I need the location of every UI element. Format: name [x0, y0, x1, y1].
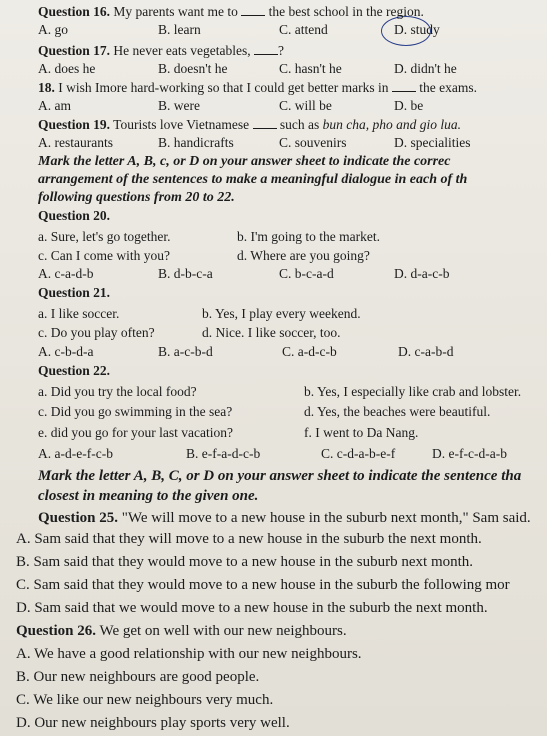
instruction-line: Mark the letter A, B, C, or D on your answer sheet to indicate the sentence tha: [38, 468, 522, 484]
dialogue-line-c: c. Do you play often?: [38, 325, 155, 340]
option-b: B. doesn't he: [158, 61, 228, 76]
instruction-line: Mark the letter A, B, c, or D on your answer sheet to indicate the correc: [38, 154, 451, 169]
dialogue-line-a: a. I like soccer.: [38, 306, 120, 321]
question-label: Question 25.: [38, 510, 119, 526]
option-a: A. am: [38, 98, 71, 113]
option-a: A. We have a good relationship with our new neighbours.: [16, 646, 362, 662]
option-d: D. didn't he: [394, 61, 457, 76]
dialogue-line-b: b. I'm going to the market.: [237, 229, 381, 244]
question-26-stem: Question 26. We get on well with our new neighbours.: [16, 623, 347, 639]
answer-blank: [254, 43, 278, 55]
question-label: Question 19.: [38, 117, 111, 132]
option-b: B. learn: [158, 22, 201, 37]
option-d: D. be: [394, 98, 424, 113]
option-d: D. e-f-c-d-a-b: [432, 446, 507, 461]
option-c: C. attend: [279, 22, 328, 37]
option-d: D. Sam said that we would move to a new house in the suburb the next month.: [16, 600, 488, 616]
option-b: B. a-c-b-d: [158, 344, 213, 359]
question-label: Question 16.: [38, 4, 111, 19]
option-b: B. Our new neighbours are good people.: [16, 669, 260, 685]
option-a: A. a-d-e-f-c-b: [38, 446, 113, 461]
option-b: B. handicrafts: [158, 135, 234, 150]
question-label: Question 17.: [38, 43, 111, 58]
option-b: B. Sam said that they would move to a new house in the suburb next month.: [16, 554, 474, 570]
dialogue-line-c: c. Did you go swimming in the sea?: [38, 404, 233, 419]
option-c: C. a-d-c-b: [282, 344, 337, 359]
option-a: A. c-b-d-a: [38, 344, 94, 359]
option-d: D. study: [394, 22, 440, 37]
option-d: D. specialities: [394, 135, 471, 150]
option-d: D. d-a-c-b: [394, 266, 450, 281]
dialogue-line-a: a. Did you try the local food?: [38, 384, 197, 399]
option-d: D. c-a-b-d: [398, 344, 454, 359]
dialogue-line-d: d. Where are you going?: [237, 248, 370, 263]
instruction-line: arrangement of the sentences to make a meaningful dialogue in each of th: [38, 172, 468, 187]
question-label: Question 26.: [16, 623, 97, 639]
answer-blank: [241, 4, 265, 16]
option-a: A. Sam said that they will move to a new house in the suburb the next month.: [16, 531, 482, 547]
dialogue-line-e: e. did you go for your last vacation?: [38, 425, 233, 440]
dialogue-line-a: a. Sure, let's go together.: [38, 229, 171, 244]
option-b: B. d-b-c-a: [158, 266, 213, 281]
question-18-stem: 18. I wish Imore hard-working so that I could get better marks in the exams.: [38, 80, 478, 95]
option-a: A. restaurants: [38, 135, 113, 150]
question-20-label: Question 20.: [38, 208, 111, 223]
option-c: C. Sam said that they would move to a new house in the suburb the following mor: [16, 577, 510, 593]
question-17-stem: Question 17. He never eats vegetables, ?: [38, 43, 284, 58]
question-16-stem: Question 16. My parents want me to the best school in the region.: [38, 4, 424, 19]
option-b: B. e-f-a-d-c-b: [186, 446, 261, 461]
answer-blank: [392, 80, 416, 92]
dialogue-line-c: c. Can I come with you?: [38, 248, 170, 263]
dialogue-line-b: b. Yes, I especially like crab and lobster.: [304, 384, 522, 399]
option-d: D. Our new neighbours play sports very well.: [16, 715, 290, 731]
option-a: A. go: [38, 22, 68, 37]
option-a: A. c-a-d-b: [38, 266, 94, 281]
option-c: C. souvenirs: [279, 135, 347, 150]
dialogue-line-d: d. Nice. I like soccer, too.: [202, 325, 341, 340]
option-b: B. were: [158, 98, 200, 113]
option-c: C. will be: [279, 98, 332, 113]
dialogue-line-d: d. Yes, the beaches were beautiful.: [304, 404, 491, 419]
option-c: C. hasn't he: [279, 61, 342, 76]
dialogue-line-f: f. I went to Da Nang.: [304, 425, 419, 440]
option-c: C. We like our new neighbours very much.: [16, 692, 274, 708]
question-25-stem: Question 25. "We will move to a new house in the suburb next month," Sam said.: [38, 510, 531, 526]
question-21-label: Question 21.: [38, 285, 111, 300]
dialogue-line-b: b. Yes, I play every weekend.: [202, 306, 361, 321]
answer-blank: [253, 117, 277, 129]
instruction-line: following questions from 20 to 22.: [38, 190, 235, 205]
instruction-line: closest in meaning to the given one.: [38, 488, 259, 504]
question-19-stem: Question 19. Tourists love Vietnamese such as bun cha, pho and gio lua.: [38, 117, 461, 132]
question-label: 18.: [38, 80, 55, 95]
option-a: A. does he: [38, 61, 96, 76]
option-c: C. c-d-a-b-e-f: [321, 446, 396, 461]
question-22-label: Question 22.: [38, 363, 111, 378]
option-c: C. b-c-a-d: [279, 266, 334, 281]
